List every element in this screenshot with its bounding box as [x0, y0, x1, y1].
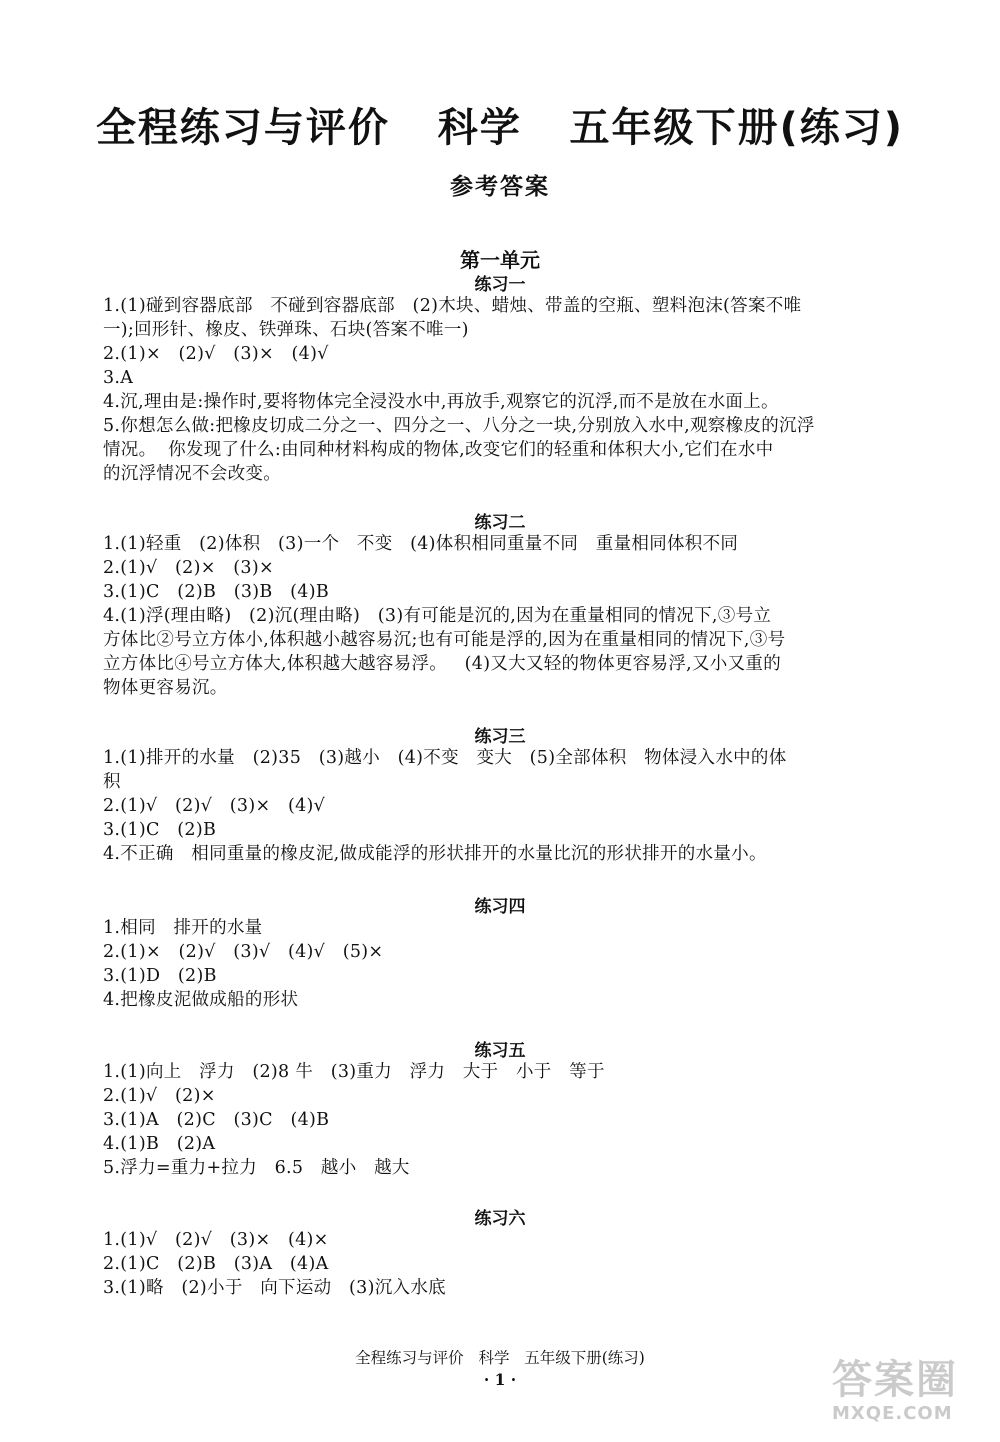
answer-line: 2.(1)√ (2)× (3)×: [103, 558, 274, 578]
page-number: · 1 ·: [483, 1370, 517, 1389]
answer-line: 5.你想怎么做:把橡皮切成二分之一、四分之一、八分之一块,分别放入水中,观察橡皮的沉浮: [103, 416, 815, 436]
answer-line: 2.(1)√ (2)×: [103, 1086, 216, 1106]
section-heading-2: 练习二: [474, 513, 526, 533]
answer-line: 5.浮力=重力+拉力 6.5 越小 越大: [103, 1158, 410, 1178]
answer-line: 1.(1)√ (2)√ (3)× (4)×: [103, 1230, 329, 1250]
answer-line: 3.(1)略 (2)小于 向下运动 (3)沉入水底: [103, 1278, 446, 1298]
answer-line: 1.(1)排开的水量 (2)35 (3)越小 (4)不变 变大 (5)全部体积 物体浸入水中的体: [103, 748, 787, 768]
answer-line: 4.(1)B (2)A: [103, 1134, 216, 1154]
answer-line: 立方体比④号立方体大,体积越大越容易浮。 (4)又大又轻的物体更容易浮,又小又重的: [103, 654, 781, 674]
answer-line: 的沉浮情况不会改变。: [103, 464, 281, 484]
section-heading-4: 练习四: [474, 897, 526, 917]
answer-line: 1.(1)轻重 (2)体积 (3)一个 不变 (4)体积相同重量不同 重量相同体积不同: [103, 534, 739, 554]
answer-line: 3.(1)A (2)C (3)C (4)B: [103, 1110, 330, 1130]
answer-line: 情况。 你发现了什么:由同种材料构成的物体,改变它们的轻重和体积大小,它们在水中: [103, 440, 774, 460]
answer-line: 2.(1)√ (2)√ (3)× (4)√: [103, 796, 326, 816]
answer-line: 1.(1)向上 浮力 (2)8 牛 (3)重力 浮力 大于 小于 等于: [103, 1062, 605, 1082]
answer-line: 4.不正确 相同重量的橡皮泥,做成能浮的形状排开的水量比沉的形状排开的水量小。: [103, 844, 767, 864]
answer-line: 1.相同 排开的水量: [103, 918, 263, 938]
answer-line: 2.(1)× (2)√ (3)× (4)√: [103, 344, 329, 364]
answer-line: 3.(1)C (2)B (3)B (4)B: [103, 582, 329, 602]
answer-line: 2.(1)C (2)B (3)A (4)A: [103, 1254, 329, 1274]
answer-line: 1.(1)碰到容器底部 不碰到容器底部 (2)木块、蜡烛、带盖的空瓶、塑料泡沫(答案不唯: [103, 296, 802, 316]
answer-line: 3.(1)C (2)B: [103, 820, 217, 840]
answer-line: 3.(1)D (2)B: [103, 966, 217, 986]
answer-line: 物体更容易沉。: [103, 678, 228, 698]
answer-line: 4.沉,理由是:操作时,要将物体完全浸没水中,再放手,观察它的沉浮,而不是放在水面上。: [103, 392, 779, 412]
page-subtitle: 参考答案: [450, 174, 550, 200]
answer-line: 2.(1)× (2)√ (3)√ (4)√ (5)×: [103, 942, 384, 962]
section-heading-1: 练习一: [474, 275, 526, 295]
watermark-logo: [832, 1356, 992, 1436]
section-heading-6: 练习六: [474, 1209, 526, 1229]
answer-line: 积: [103, 772, 121, 792]
watermark-text: 答案圈: [832, 1357, 958, 1403]
answer-line: 4.(1)浮(理由略) (2)沉(理由略) (3)有可能是沉的,因为在重量相同的情况下,③号立: [103, 606, 772, 626]
watermark-url: MXQE.COM: [832, 1403, 953, 1424]
page-title: 全程练习与评价 科学 五年级下册(练习): [95, 105, 905, 151]
answer-line: 3.A: [103, 368, 134, 388]
section-heading-5: 练习五: [474, 1041, 526, 1061]
answer-line: 一);回形针、橡皮、铁弹珠、石块(答案不唯一): [103, 320, 469, 340]
section-heading-3: 练习三: [474, 727, 526, 747]
page-footer: 全程练习与评价 科学 五年级下册(练习): [355, 1349, 645, 1367]
unit-heading: 第一单元: [460, 248, 540, 272]
answer-line: 4.把橡皮泥做成船的形状: [103, 990, 299, 1010]
answer-line: 方体比②号立方体小,体积越小越容易沉;也有可能是浮的,因为在重量相同的情况下,③号: [103, 630, 786, 650]
